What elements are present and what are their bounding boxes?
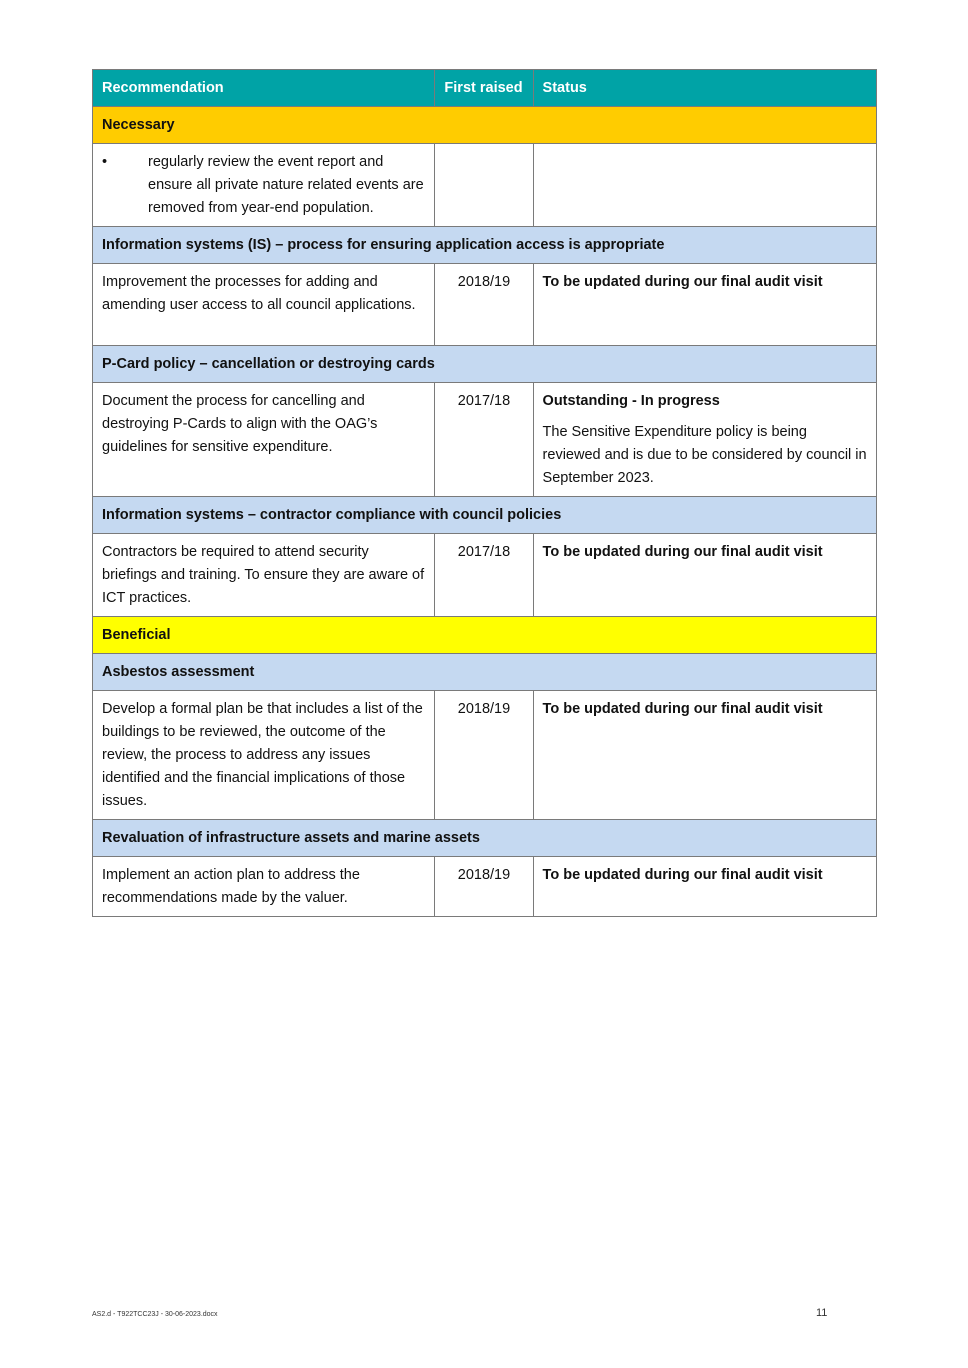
- priority-label-necessary: Necessary: [93, 107, 877, 144]
- priority-row-necessary: [93, 107, 877, 144]
- status-title: Outstanding - In progress: [542, 393, 720, 409]
- priority-label-beneficial: Beneficial: [93, 617, 877, 654]
- section-row-contractor: [93, 497, 877, 534]
- table-header-row: [93, 70, 877, 107]
- first-raised-cell: 2018/19: [435, 691, 533, 820]
- status-cell: To be updated during our final audit visit: [533, 264, 876, 346]
- section-row-revaluation: [93, 820, 877, 857]
- section-row-asbestos: [93, 654, 877, 691]
- header-recommendation: Recommendation: [93, 70, 435, 107]
- section-title: Information systems – contractor compliance with council policies: [93, 497, 877, 534]
- status-cell: [533, 144, 876, 227]
- table-row: [93, 691, 877, 820]
- table-row: [93, 383, 877, 497]
- priority-row-beneficial: [93, 617, 877, 654]
- status-cell: To be updated during our final audit visit: [533, 691, 876, 820]
- table-row: [93, 264, 877, 346]
- recommendations-table: [92, 69, 877, 917]
- first-raised-cell: 2018/19: [435, 857, 533, 917]
- table-row: [93, 534, 877, 617]
- section-title: P-Card policy – cancellation or destroying cards: [93, 346, 877, 383]
- status-cell: To be updated during our final audit visit: [533, 534, 876, 617]
- table-row: [93, 857, 877, 917]
- section-title: Revaluation of infrastructure assets and marine assets: [93, 820, 877, 857]
- page-number: 11: [816, 1307, 828, 1319]
- recommendation-cell: Improvement the processes for adding and amending user access to all council applications.: [93, 264, 435, 346]
- first-raised-cell: [435, 144, 533, 227]
- recommendation-text: regularly review the event report and ensure all private nature related events are removed from year-end population.: [148, 154, 424, 216]
- recommendation-cell: [93, 144, 435, 227]
- first-raised-cell: 2017/18: [435, 383, 533, 497]
- recommendation-cell: Implement an action plan to address the recommendations made by the valuer.: [93, 857, 435, 917]
- status-detail: The Sensitive Expenditure policy is being reviewed and is due to be considered by council in September 2023.: [542, 424, 867, 486]
- bullet-icon: •: [102, 154, 108, 170]
- table-row: [93, 144, 877, 227]
- section-title: Asbestos assessment: [93, 654, 877, 691]
- first-raised-cell: 2017/18: [435, 534, 533, 617]
- section-title: Information systems (IS) – process for ensuring application access is appropriate: [93, 227, 877, 264]
- status-cell: To be updated during our final audit visit: [533, 857, 876, 917]
- section-row-is-access: [93, 227, 877, 264]
- recommendation-cell: Document the process for cancelling and destroying P-Cards to align with the OAG’s guidelines for sensitive expenditure.: [93, 383, 435, 497]
- footer-doc-ref: AS2.d - T922TCC23J - 30-06-2023.docx: [92, 1311, 218, 1318]
- first-raised-cell: 2018/19: [435, 264, 533, 346]
- status-cell: [533, 383, 876, 497]
- header-status: Status: [533, 70, 876, 107]
- recommendation-cell: Develop a formal plan be that includes a list of the buildings to be reviewed, the outcome of the review, the process to address any issues identified and the financial implications of those issues.: [93, 691, 435, 820]
- section-row-pcard: [93, 346, 877, 383]
- header-first-raised: First raised: [435, 70, 533, 107]
- recommendation-cell: Contractors be required to attend security briefings and training. To ensure they are aware of ICT practices.: [93, 534, 435, 617]
